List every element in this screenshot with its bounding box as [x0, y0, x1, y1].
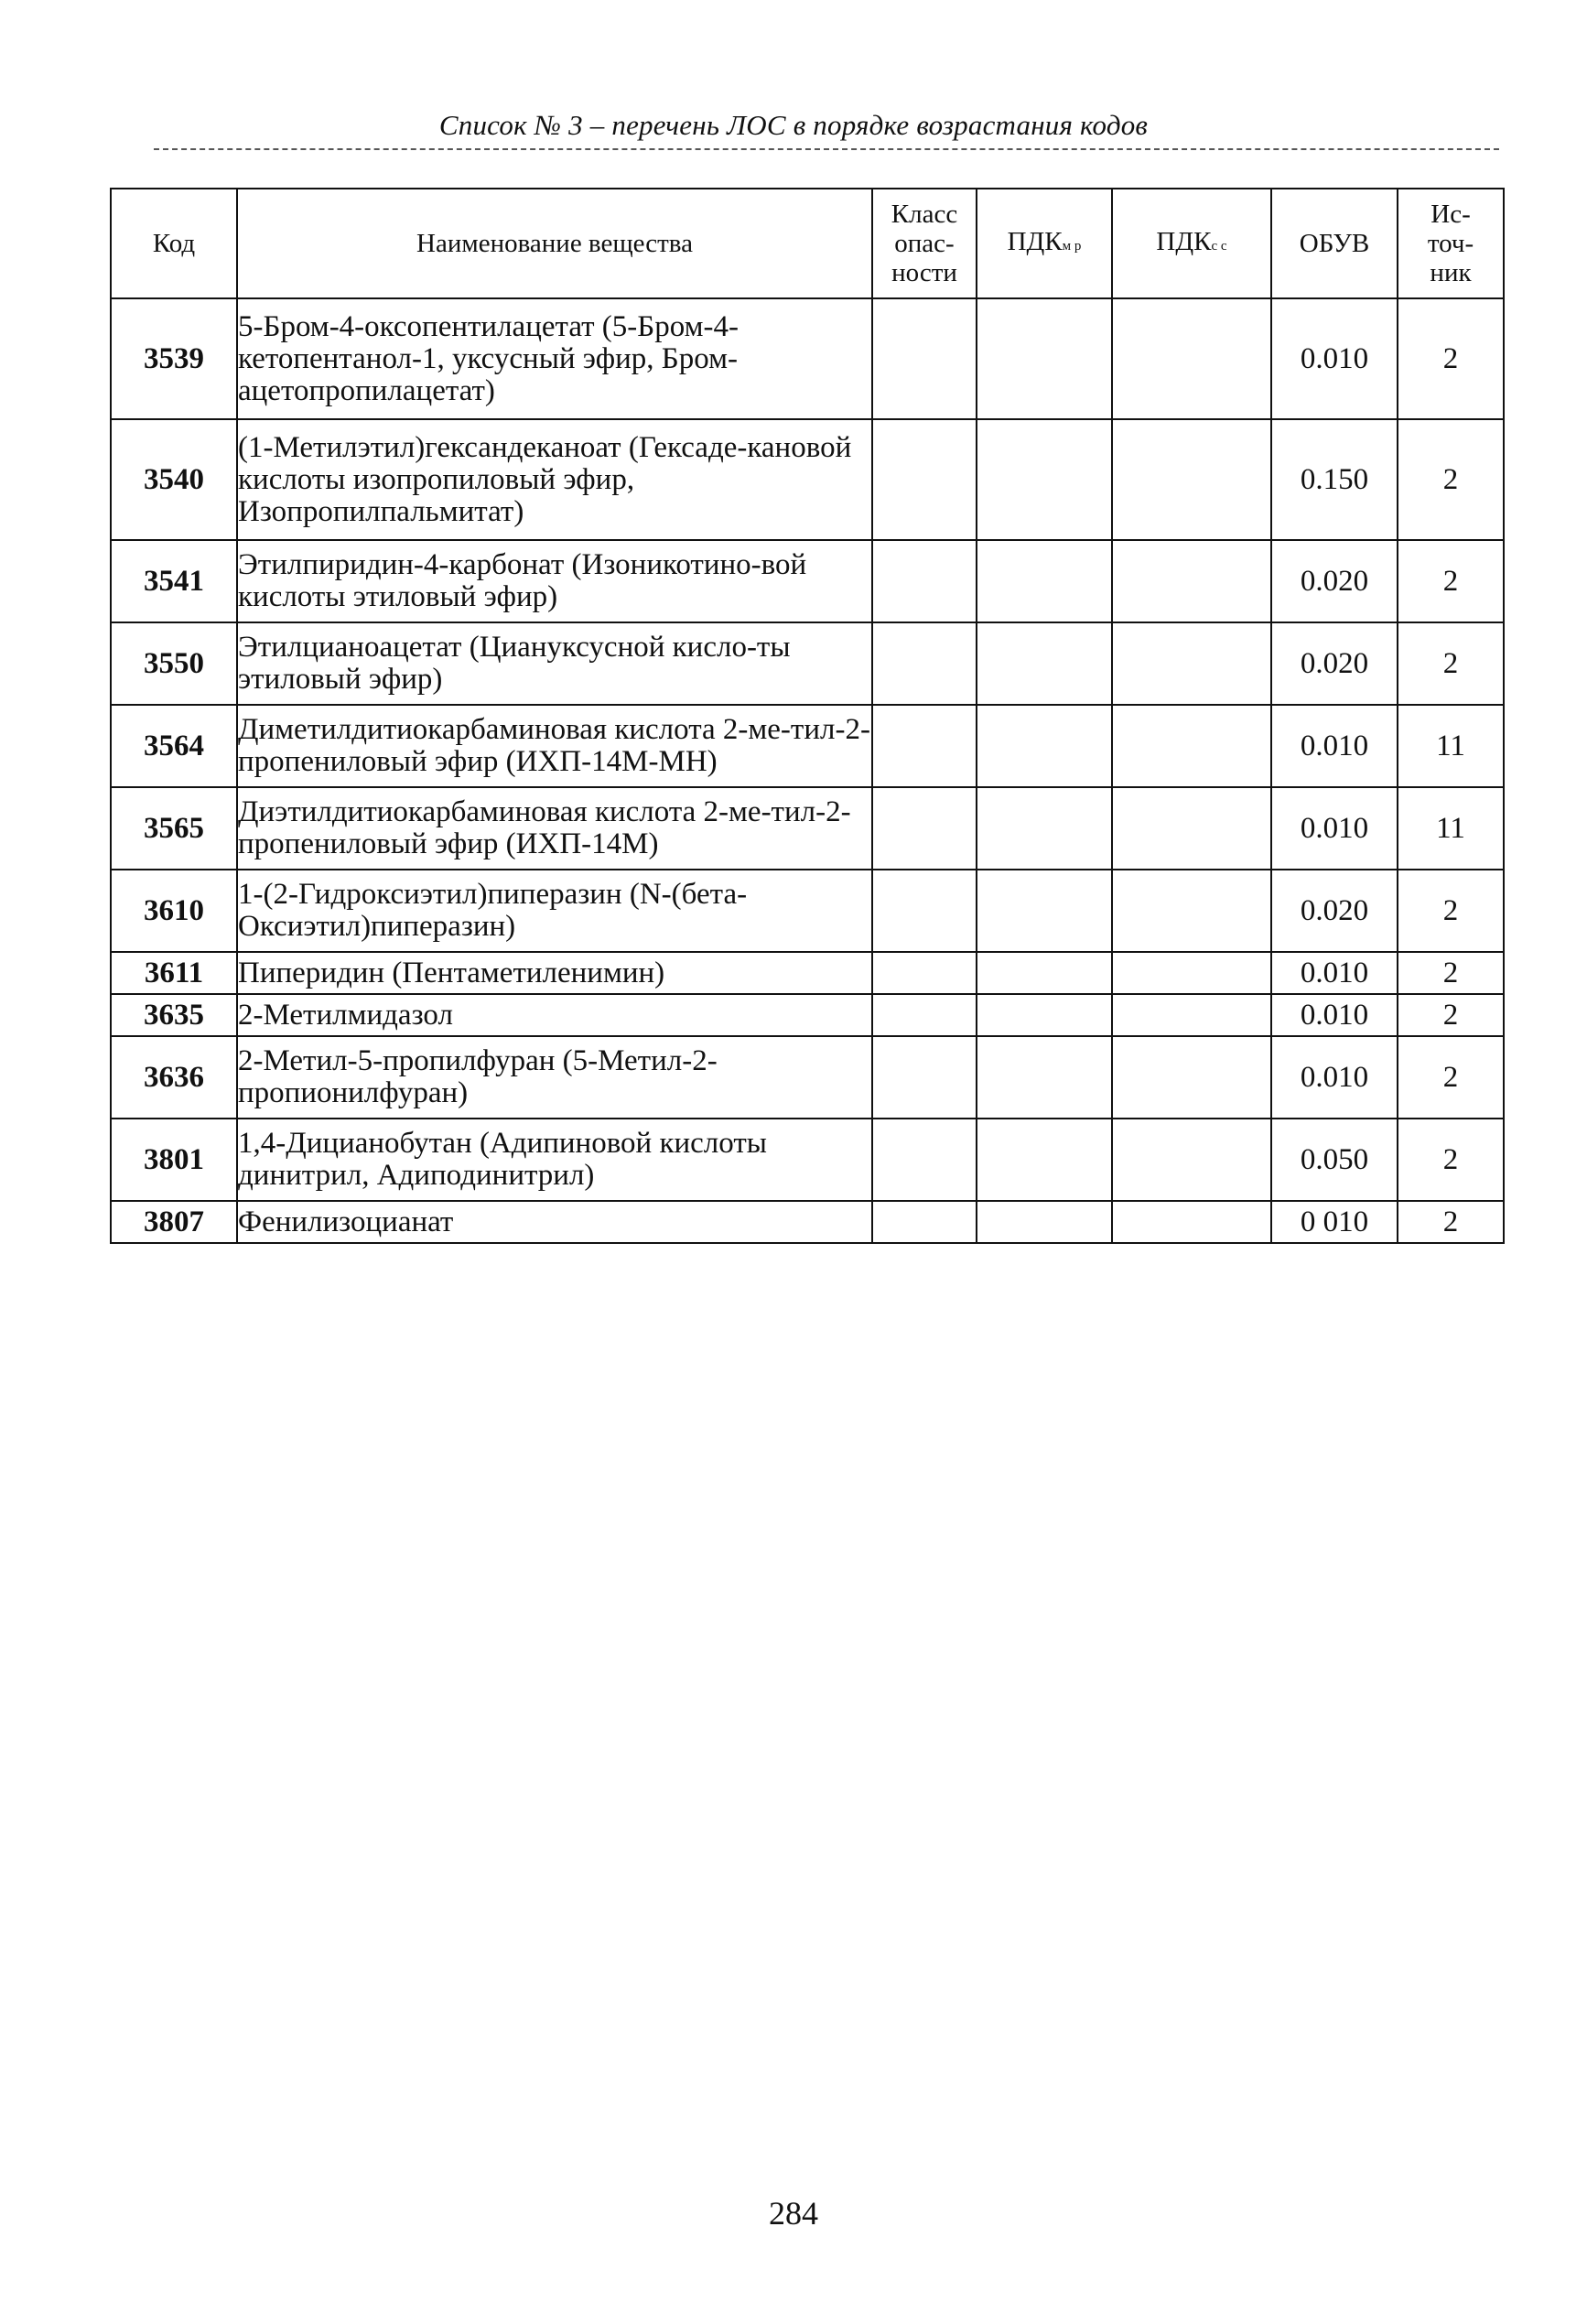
row-pdk-mr [977, 419, 1112, 540]
row-pdk-ss [1112, 994, 1271, 1036]
row-source: 11 [1398, 705, 1504, 787]
column-header-name: Наименование вещества [237, 189, 872, 298]
row-code: 3565 [111, 787, 237, 870]
row-hazard-class [872, 540, 977, 622]
row-pdk-ss [1112, 952, 1271, 994]
pdk-ss-subscript: с с [1211, 238, 1227, 254]
row-hazard-class [872, 1119, 977, 1201]
table-row [111, 1119, 1504, 1201]
row-hazard-class [872, 419, 977, 540]
table-row [111, 787, 1504, 870]
row-pdk-ss [1112, 540, 1271, 622]
row-code: 3564 [111, 705, 237, 787]
table-row [111, 1036, 1504, 1119]
table-row [111, 994, 1504, 1036]
row-obuv: 0.020 [1271, 622, 1398, 705]
row-code: 3801 [111, 1119, 237, 1201]
row-source: 2 [1398, 540, 1504, 622]
row-source: 2 [1398, 1036, 1504, 1119]
row-code: 3541 [111, 540, 237, 622]
row-pdk-mr [977, 1119, 1112, 1201]
row-pdk-mr [977, 540, 1112, 622]
title-divider [154, 148, 1499, 150]
row-obuv: 0.010 [1271, 952, 1398, 994]
row-pdk-mr [977, 952, 1112, 994]
row-source: 2 [1398, 298, 1504, 419]
row-pdk-mr [977, 1036, 1112, 1119]
row-obuv: 0.150 [1271, 419, 1398, 540]
row-source: 11 [1398, 787, 1504, 870]
row-pdk-ss [1112, 1119, 1271, 1201]
row-hazard-class [872, 1036, 977, 1119]
row-obuv: 0.010 [1271, 787, 1398, 870]
pdk-mr-subscript: м р [1062, 238, 1082, 254]
column-header-code: Код [111, 189, 237, 298]
row-source: 2 [1398, 994, 1504, 1036]
row-code: 3611 [111, 952, 237, 994]
column-header-obuv: ОБУВ [1271, 189, 1398, 298]
row-pdk-mr [977, 1201, 1112, 1243]
row-code: 3550 [111, 622, 237, 705]
row-hazard-class [872, 870, 977, 952]
column-header-hazard-class: Класс опас-ности [872, 189, 977, 298]
row-hazard-class [872, 622, 977, 705]
row-source: 2 [1398, 1119, 1504, 1201]
row-hazard-class [872, 787, 977, 870]
row-source: 2 [1398, 419, 1504, 540]
row-substance-name: Диэтилдитиокарбаминовая кислота 2-ме-тил-2-пропениловый эфир (ИХП-14М) [237, 787, 872, 870]
table-row [111, 419, 1504, 540]
row-substance-name: 1-(2-Гидроксиэтил)пиперазин (N-(бета-Оксиэтил)пиперазин) [237, 870, 872, 952]
table-row [111, 622, 1504, 705]
row-substance-name: Пиперидин (Пентаметиленимин) [237, 952, 872, 994]
table-row [111, 870, 1504, 952]
row-pdk-ss [1112, 870, 1271, 952]
row-substance-name: 2-Метил-5-пропилфуран (5-Метил-2-пропионилфуран) [237, 1036, 872, 1119]
row-code: 3807 [111, 1201, 237, 1243]
pdk-ss-label: ПДК [1156, 226, 1212, 256]
row-pdk-ss [1112, 787, 1271, 870]
row-obuv: 0.010 [1271, 1036, 1398, 1119]
row-obuv: 0.010 [1271, 298, 1398, 419]
row-obuv: 0.010 [1271, 994, 1398, 1036]
row-obuv: 0.050 [1271, 1119, 1398, 1201]
row-pdk-mr [977, 994, 1112, 1036]
row-source: 2 [1398, 870, 1504, 952]
column-header-source: Ис-точ-ник [1398, 189, 1504, 298]
table-row [111, 298, 1504, 419]
row-pdk-mr [977, 622, 1112, 705]
row-pdk-ss [1112, 1201, 1271, 1243]
row-substance-name: (1-Метилэтил)гександеканоат (Гексаде-кановой кислоты изопропиловый эфир, Изопропилпальмитат) [237, 419, 872, 540]
row-obuv: 0.020 [1271, 870, 1398, 952]
row-obuv: 0.010 [1271, 705, 1398, 787]
column-header-pdk-mr [977, 189, 1112, 298]
row-hazard-class [872, 952, 977, 994]
row-pdk-mr [977, 705, 1112, 787]
row-code: 3610 [111, 870, 237, 952]
row-substance-name: 2-Метилмидазол [237, 994, 872, 1036]
row-pdk-mr [977, 787, 1112, 870]
row-obuv: 0 010 [1271, 1201, 1398, 1243]
table-row [111, 705, 1504, 787]
row-pdk-ss [1112, 705, 1271, 787]
table-header-row [111, 189, 1504, 298]
row-code: 3540 [111, 419, 237, 540]
row-obuv: 0.020 [1271, 540, 1398, 622]
row-code: 3635 [111, 994, 237, 1036]
row-pdk-mr [977, 298, 1112, 419]
row-source: 2 [1398, 1201, 1504, 1243]
row-substance-name: 1,4-Дицианобутан (Адипиновой кислоты динитрил, Адиподинитрил) [237, 1119, 872, 1201]
pdk-mr-label: ПДК [1007, 226, 1063, 256]
row-source: 2 [1398, 952, 1504, 994]
row-substance-name: Диметилдитиокарбаминовая кислота 2-ме-тил-2-пропениловый эфир (ИХП-14М-МН) [237, 705, 872, 787]
row-pdk-ss [1112, 1036, 1271, 1119]
row-code: 3539 [111, 298, 237, 419]
table-row [111, 540, 1504, 622]
row-hazard-class [872, 1201, 977, 1243]
row-code: 3636 [111, 1036, 237, 1119]
row-substance-name: Этилпиридин-4-карбонат (Изоникотино-вой кислоты этиловый эфир) [237, 540, 872, 622]
row-substance-name: 5-Бром-4-оксопентилацетат (5-Бром-4-кетопентанол-1, уксусный эфир, Бром-ацетопропилацетат) [237, 298, 872, 419]
row-hazard-class [872, 994, 977, 1036]
row-pdk-ss [1112, 622, 1271, 705]
column-header-pdk-ss [1112, 189, 1271, 298]
page-number: 284 [769, 2195, 818, 2232]
row-source: 2 [1398, 622, 1504, 705]
row-substance-name: Этилцианоацетат (Циануксусной кисло-ты этиловый эфир) [237, 622, 872, 705]
row-pdk-ss [1112, 419, 1271, 540]
row-pdk-ss [1112, 298, 1271, 419]
row-pdk-mr [977, 870, 1112, 952]
row-hazard-class [872, 298, 977, 419]
row-hazard-class [872, 705, 977, 787]
row-substance-name: Фенилизоцианат [237, 1201, 872, 1243]
table-row [111, 952, 1504, 994]
page-title: Список № 3 – перечень ЛОС в порядке возрастания кодов [438, 109, 1149, 141]
substances-table [110, 188, 1505, 1244]
table-row [111, 1201, 1504, 1243]
